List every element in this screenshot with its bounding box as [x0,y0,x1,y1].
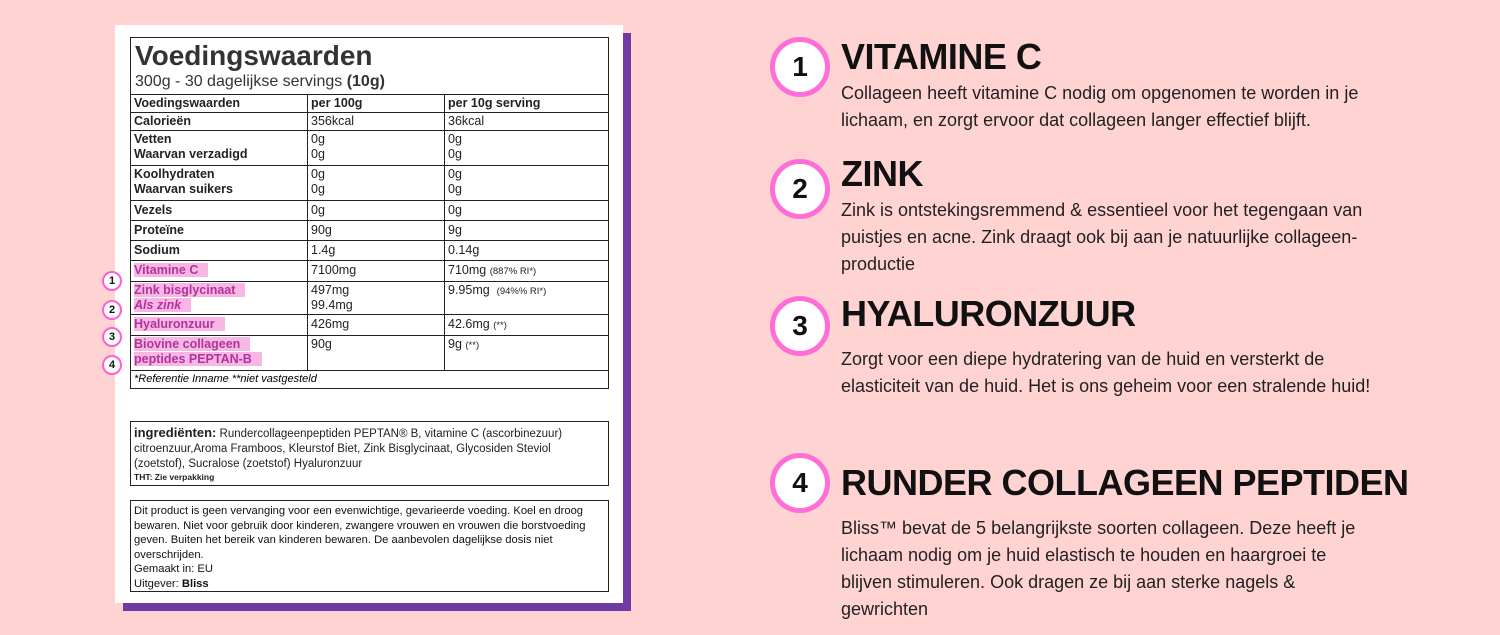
marker-1: 1 [102,271,122,291]
label-footnote: *Referentie Inname **niet vastgesteld [131,370,608,388]
marker-3: 3 [102,327,122,347]
table-row: Sodium 1.4g 0.14g [131,241,608,261]
ingredients-box: ingrediënten: Rundercollageenpeptiden PEPTAN® B, vitamine C (ascorbinezuur) citroenzuur,Aroma Framboos, Kleurstof Biet, Zink Bisglycinaat, Glycosiden Steviol (zoetstof), Sucralose (zoetstof) Hyaluronzuur THT: Zie verpakking [130,421,609,486]
nutrition-table [131,94,608,370]
feature-text: Zink is ontstekingsremmend & essentieel voor het tegengaan van puistjes en acne. Zink draagt ook bij aan je natuurlijke collageen-productie [841,200,1363,274]
table-row: Koolhydraten Waarvan suikers 0g 0g 0g 0g [131,166,608,201]
tht-text: THT: Zie verpakking [134,472,215,482]
table-row-hyaluron: Hyaluronzuur 426mg 42.6mg (**) [131,315,608,336]
feature-number: 4 [770,453,830,513]
feature-title: RUNDER COLLAGEEN PEPTIDEN [841,462,1409,503]
feature-text: Bliss™ bevat de 5 belangrijkste soorten collageen. Deze heeft je lichaam nodig om je huid elastisch te houden en haargroei te blijven stimuleren. Ook dragen ze bij aan sterke nagels & gewrichten [841,518,1356,619]
feature-text: Zorgt voor een diepe hydratering van de huid en versterkt de elasticiteit van de huid. Het is ons geheim voor een stralende huid! [841,349,1371,396]
feature-text: Collageen heeft vitamine C nodig om opgenomen te worden in je lichaam, en zorgt ervoor dat collageen langer effectief blijft. [841,83,1359,130]
table-row: Vezels 0g 0g [131,201,608,221]
disclaimer-box: Dit product is geen vervanging voor een evenwichtige, gevarieerde voeding. Koel en droog bewaren. Niet voor gebruik door kinderen, zwangere vrouwen en vrouwen die borstvoeding geven. Buiten het bereik van kinderen bewaren. De aanbevolen dagelijkse dosis niet overschrijden. Gemaakt in: EU Uitgever: Bliss [130,500,609,592]
marker-4: 4 [102,355,122,375]
table-row: Vetten Waarvan verzadigd 0g 0g 0g 0g [131,131,608,166]
feature-title: ZINK [841,153,923,194]
table-row: Calorieën 356kcal 36kcal [131,113,608,131]
label-title: Voedingswaarden [135,40,373,71]
table-row: Proteïne 90g 9g [131,221,608,241]
marker-2: 2 [102,300,122,320]
feature-number: 2 [770,159,830,219]
feature-number: 1 [770,37,830,97]
table-row-vitamin-c: Vitamine C 7100mg 710mg (887% RI*) [131,261,608,282]
label-subtitle: 300g - 30 dagelijkse servings (10g) [135,73,385,90]
feature-title: HYALURONZUUR [841,293,1136,334]
feature-title: VITAMINE C [841,36,1042,77]
table-header-row: Voedingswaarden per 100g per 10g serving [131,95,608,113]
nutrition-label [130,37,609,389]
table-row-collagen: Biovine collageen peptides PEPTAN-B 90g 9g (**) [131,336,608,371]
feature-number: 3 [770,296,830,356]
table-row-zinc: Zink bisglycinaat Als zink 497mg 99.4mg 9.95mg (94%% RI*) [131,282,608,315]
